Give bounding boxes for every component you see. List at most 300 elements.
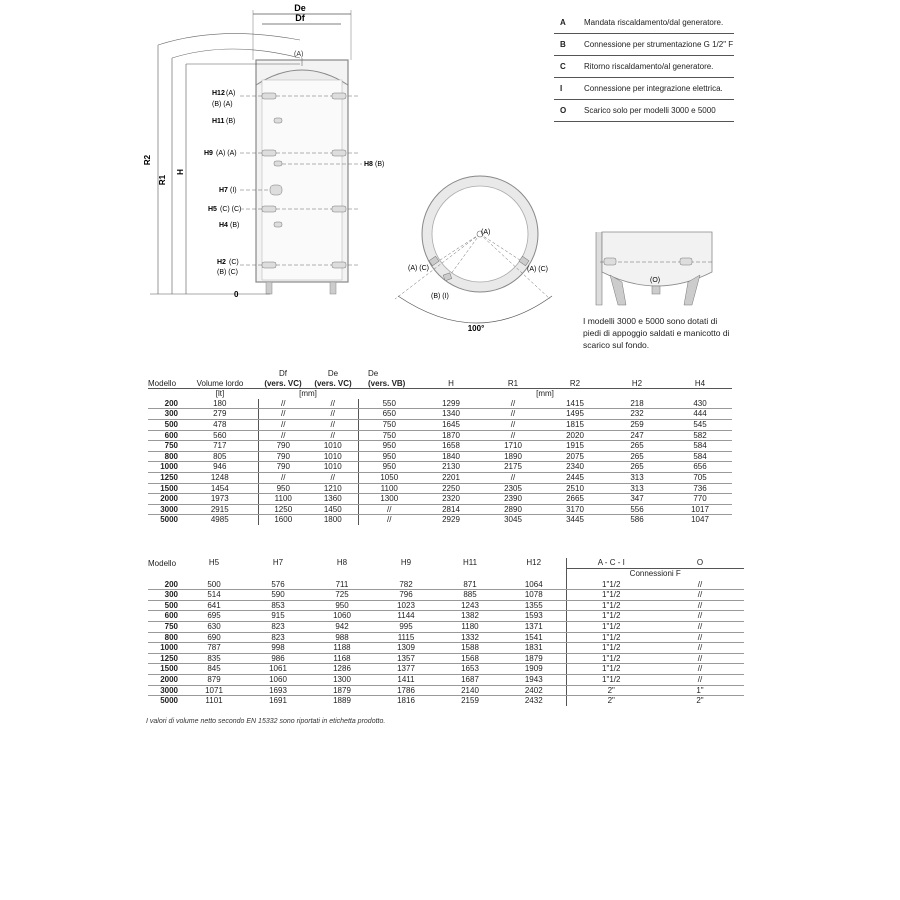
de-vc-name: De	[327, 369, 339, 378]
value-cell: //	[358, 515, 420, 525]
zero-label: 0	[234, 290, 239, 299]
feet-note: I modelli 3000 e 5000 sono dotati di piedi di appoggio saldati e manicotto di scarico sul fondo.	[583, 316, 730, 350]
value-cell: 1"1/2	[566, 590, 656, 601]
value-cell: 750	[358, 430, 420, 441]
h12-conn: (A)	[226, 90, 236, 97]
col2-modello: Modello	[148, 558, 177, 568]
table-row	[148, 674, 744, 685]
value-cell: //	[258, 409, 308, 420]
unit-lt: [lt]	[182, 389, 258, 399]
value-cell: 180	[182, 399, 258, 409]
value-cell: 1870	[420, 430, 482, 441]
col2-h12: H12	[526, 558, 542, 568]
value-cell: 2201	[420, 472, 482, 483]
value-cell: 988	[310, 632, 374, 643]
col-df-vc	[258, 369, 308, 389]
value-cell: 1450	[308, 504, 358, 515]
value-cell: 1"1/2	[566, 653, 656, 664]
h12-code: H12	[212, 90, 225, 97]
connection-legend	[554, 12, 734, 122]
legend-text: Scarico solo per modelli 3000 e 5000	[584, 106, 716, 115]
value-cell: 650	[358, 409, 420, 420]
table-row	[148, 451, 732, 462]
value-cell: 1168	[310, 653, 374, 664]
table-row	[148, 580, 744, 590]
value-cell: //	[656, 600, 744, 611]
a-top-label: (A)	[294, 51, 304, 58]
h11-conn: (B)	[226, 118, 236, 125]
legend-text: Connessione per integrazione elettrica.	[584, 84, 723, 93]
value-cell: 313	[606, 483, 668, 494]
value-cell: 1"1/2	[566, 580, 656, 590]
h4-conn: (B)	[230, 222, 240, 229]
value-cell: 1017	[668, 504, 732, 515]
value-cell: 915	[246, 611, 310, 622]
value-cell: 770	[668, 494, 732, 505]
table-row	[148, 696, 744, 706]
detail-o-label: (O)	[650, 277, 661, 284]
table-row	[148, 611, 744, 622]
value-cell: 845	[182, 664, 246, 675]
value-cell: 1340	[420, 409, 482, 420]
unit-mm: [mm]	[358, 389, 732, 399]
value-cell: 950	[310, 600, 374, 611]
value-cell: 1299	[420, 399, 482, 409]
col-h2: H2	[631, 378, 643, 388]
model-cell: 2000	[148, 494, 182, 505]
value-cell: 871	[438, 580, 502, 590]
h8-conn: (B)	[375, 161, 385, 168]
table-row	[148, 494, 732, 505]
value-cell: 790	[258, 451, 308, 462]
value-cell: 1023	[374, 600, 438, 611]
value-cell: //	[308, 399, 358, 409]
value-cell: //	[358, 504, 420, 515]
value-cell: 1653	[438, 664, 502, 675]
model-cell: 800	[148, 451, 182, 462]
value-cell: 717	[182, 441, 258, 452]
table-row	[148, 419, 732, 430]
value-cell: 478	[182, 419, 258, 430]
col2-h8: H8	[336, 558, 348, 568]
value-cell: 2"	[566, 685, 656, 696]
value-cell: 444	[668, 409, 732, 420]
col2-h9: H9	[400, 558, 412, 568]
value-cell: 695	[182, 611, 246, 622]
value-cell: 1495	[544, 409, 606, 420]
value-cell: 630	[182, 621, 246, 632]
model-cell: 600	[148, 430, 182, 441]
value-cell: 4985	[210, 515, 229, 525]
value-cell: 1078	[502, 590, 566, 601]
col2-h7: H7	[272, 558, 284, 568]
value-cell: 1360	[308, 494, 358, 505]
col-modello: Modello	[148, 378, 177, 388]
value-cell: //	[482, 419, 544, 430]
value-cell: 430	[668, 399, 732, 409]
col-de-vc	[308, 369, 358, 389]
legend-letter: B	[560, 40, 566, 49]
value-cell: 550	[358, 399, 420, 409]
legend-row	[554, 100, 734, 122]
value-cell: 1248	[182, 472, 258, 483]
h8-code: H8	[364, 161, 373, 168]
model-cell: 200	[148, 580, 182, 590]
legend-letter: A	[560, 18, 566, 27]
table-row	[148, 685, 744, 696]
value-cell: 1060	[310, 611, 374, 622]
value-cell: 2"	[566, 696, 656, 706]
col-h: H	[448, 378, 454, 388]
value-cell: 1377	[374, 664, 438, 675]
value-cell: 1890	[482, 451, 544, 462]
value-cell: 586	[630, 515, 644, 525]
h5-code: H5	[208, 206, 217, 213]
value-cell: 1100	[258, 494, 308, 505]
value-cell: 259	[606, 419, 668, 430]
de-vc-sub: (vers. VC)	[314, 378, 352, 388]
value-cell: 656	[668, 462, 732, 473]
value-cell: 1691	[269, 696, 287, 706]
value-cell: 3045	[504, 515, 522, 525]
legend-row	[554, 78, 734, 100]
value-cell: 1332	[438, 632, 502, 643]
value-cell: 2075	[544, 451, 606, 462]
value-cell: 885	[438, 590, 502, 601]
col-de-vb	[358, 369, 420, 389]
value-cell: 2445	[544, 472, 606, 483]
value-cell: //	[482, 472, 544, 483]
h7-code: H7	[219, 187, 228, 194]
value-cell: //	[258, 419, 308, 430]
value-cell: 1687	[438, 674, 502, 685]
col2-o: O	[696, 558, 704, 567]
value-cell: 1909	[502, 664, 566, 675]
model-cell: 1500	[148, 483, 182, 494]
value-cell: 1411	[374, 674, 438, 685]
value-cell: 1"1/2	[566, 611, 656, 622]
value-cell: //	[482, 399, 544, 409]
h11-code: H11	[212, 118, 225, 125]
model-cell: 300	[148, 590, 182, 601]
value-cell: 218	[606, 399, 668, 409]
value-cell: 2175	[482, 462, 544, 473]
value-cell: 1047	[691, 515, 709, 525]
value-cell: 1180	[438, 621, 502, 632]
value-cell: 1300	[358, 494, 420, 505]
table-row	[148, 472, 732, 483]
value-cell: //	[656, 674, 744, 685]
value-cell: 950	[358, 451, 420, 462]
value-cell: 590	[246, 590, 310, 601]
value-cell: 1831	[502, 643, 566, 654]
value-cell: //	[308, 430, 358, 441]
value-cell: 942	[310, 621, 374, 632]
value-cell: 998	[246, 643, 310, 654]
top-view-right: (A) (C)	[527, 266, 548, 273]
table-row	[148, 664, 744, 675]
value-cell: 1889	[333, 696, 351, 706]
value-cell: 584	[668, 441, 732, 452]
value-cell: 1840	[420, 451, 482, 462]
value-cell: 1943	[502, 674, 566, 685]
table-row	[148, 409, 732, 420]
value-cell: 2140	[438, 685, 502, 696]
value-cell: 1693	[246, 685, 310, 696]
value-cell: 823	[246, 632, 310, 643]
legend-text: Mandata riscaldamento/dal generatore.	[584, 18, 724, 27]
value-cell: 584	[668, 451, 732, 462]
value-cell: 2510	[544, 483, 606, 494]
value-cell: 556	[606, 504, 668, 515]
h7-conn: (I)	[230, 187, 237, 194]
h2-conn: (C)	[229, 259, 239, 266]
value-cell: //	[656, 580, 744, 590]
model-cell: 500	[148, 419, 182, 430]
value-cell: 1454	[182, 483, 258, 494]
value-cell: 1800	[323, 515, 342, 525]
value-cell: //	[482, 430, 544, 441]
h9-code: H9	[204, 150, 213, 157]
value-cell: 790	[258, 441, 308, 452]
value-cell: 750	[358, 419, 420, 430]
legend-row	[554, 12, 734, 34]
value-cell: 736	[668, 483, 732, 494]
value-cell: 576	[246, 580, 310, 590]
value-cell: 1115	[374, 632, 438, 643]
value-cell: 3445	[566, 515, 584, 525]
col-r1: R1	[507, 378, 519, 388]
value-cell: 2929	[442, 515, 460, 525]
value-cell: 1286	[310, 664, 374, 675]
value-cell: 1050	[358, 472, 420, 483]
table-row	[148, 430, 732, 441]
value-cell: 2"	[696, 696, 704, 706]
model-cell: 300	[148, 409, 182, 420]
value-cell: 2320	[420, 494, 482, 505]
value-cell: //	[308, 419, 358, 430]
value-cell: 1"1/2	[566, 664, 656, 675]
h2-code: H2	[217, 259, 226, 266]
table-row	[148, 600, 744, 611]
value-cell: 1357	[374, 653, 438, 664]
top-view-center: (A)	[481, 229, 491, 236]
model-cell: 500	[148, 600, 182, 611]
dimensions-table	[148, 369, 732, 525]
value-cell: 1188	[310, 643, 374, 654]
top-view-bottom: (B) (I)	[431, 293, 449, 300]
col-volume: Volume lordo	[196, 378, 244, 388]
table-row	[148, 504, 732, 515]
model-cell: 1250	[148, 472, 182, 483]
unit-mm-vc: [mm]	[258, 389, 358, 399]
value-cell: 1382	[438, 611, 502, 622]
value-cell: 1243	[438, 600, 502, 611]
value-cell: 279	[182, 409, 258, 420]
model-cell: 200	[148, 399, 182, 409]
col2-aci: A - C - I	[566, 558, 656, 568]
value-cell: 823	[246, 621, 310, 632]
value-cell: 545	[668, 419, 732, 430]
value-cell: 1915	[544, 441, 606, 452]
value-cell: 1816	[397, 696, 415, 706]
value-cell: 1"	[656, 685, 744, 696]
value-cell: 3170	[544, 504, 606, 515]
value-cell: 705	[668, 472, 732, 483]
value-cell: 1"1/2	[566, 632, 656, 643]
table-row	[148, 632, 744, 643]
value-cell: 1879	[310, 685, 374, 696]
df-label: Df	[295, 13, 305, 23]
value-cell: 1658	[420, 441, 482, 452]
h12-sub: (B) (A)	[212, 101, 233, 108]
value-cell: 790	[258, 462, 308, 473]
legend-letter: C	[560, 62, 566, 71]
value-cell: 2890	[482, 504, 544, 515]
value-cell: 2250	[420, 483, 482, 494]
value-cell: 2159	[461, 696, 479, 706]
conn-f-label: Connessioni F	[566, 568, 744, 580]
top-view-angle: 100°	[467, 324, 485, 333]
table-row	[148, 462, 732, 473]
value-cell: 950	[358, 441, 420, 452]
value-cell: 2814	[420, 504, 482, 515]
value-cell: 950	[358, 462, 420, 473]
value-cell: 725	[310, 590, 374, 601]
value-cell: 782	[374, 580, 438, 590]
model-cell: 5000	[160, 515, 178, 525]
h5-conn: (C) (C)	[220, 206, 242, 213]
value-cell: 1786	[374, 685, 438, 696]
value-cell: 879	[182, 674, 246, 685]
value-cell: 2390	[482, 494, 544, 505]
value-cell: 641	[182, 600, 246, 611]
model-cell: 600	[148, 611, 182, 622]
tank-base-detail	[590, 225, 720, 310]
value-cell: 1355	[502, 600, 566, 611]
legend-text: Ritorno riscaldamento/al generatore.	[584, 62, 714, 71]
value-cell: 1879	[502, 653, 566, 664]
value-cell: 1645	[420, 419, 482, 430]
value-cell: 1010	[308, 441, 358, 452]
value-cell: 1568	[438, 653, 502, 664]
value-cell: 1064	[502, 580, 566, 590]
value-cell: 232	[606, 409, 668, 420]
value-cell: 1710	[482, 441, 544, 452]
model-cell: 750	[148, 441, 182, 452]
model-cell: 1000	[148, 462, 182, 473]
value-cell: //	[656, 632, 744, 643]
value-cell: 2915	[182, 504, 258, 515]
model-cell: 1250	[148, 653, 182, 664]
value-cell: //	[482, 409, 544, 420]
value-cell: 853	[246, 600, 310, 611]
value-cell: //	[656, 611, 744, 622]
value-cell: 2020	[544, 430, 606, 441]
h7-connection	[219, 185, 282, 195]
value-cell: //	[656, 621, 744, 632]
value-cell: //	[308, 409, 358, 420]
value-cell: //	[656, 590, 744, 601]
r1-label: R1	[158, 174, 167, 186]
table-row	[148, 621, 744, 632]
value-cell: //	[656, 643, 744, 654]
value-cell: 2340	[544, 462, 606, 473]
table-row	[148, 643, 744, 654]
model-cell: 750	[148, 621, 182, 632]
value-cell: 582	[668, 430, 732, 441]
value-cell: 1541	[502, 632, 566, 643]
value-cell: 1144	[374, 611, 438, 622]
h9-conn: (A) (A)	[216, 150, 237, 157]
value-cell: 313	[606, 472, 668, 483]
value-cell: 1010	[308, 451, 358, 462]
table-row	[148, 483, 732, 494]
value-cell: 2402	[502, 685, 566, 696]
table-row	[148, 399, 732, 409]
value-cell: 247	[606, 430, 668, 441]
model-cell: 5000	[160, 696, 178, 706]
df-vc-name: Df	[279, 369, 287, 378]
value-cell: 986	[246, 653, 310, 664]
value-cell: 1"1/2	[566, 674, 656, 685]
value-cell: 835	[182, 653, 246, 664]
value-cell: 2665	[544, 494, 606, 505]
model-cell: 3000	[148, 685, 182, 696]
value-cell: 1371	[502, 621, 566, 632]
value-cell: 1600	[258, 515, 308, 525]
col-r2: R2	[569, 378, 581, 388]
value-cell: 1973	[182, 494, 258, 505]
col2-h5: H5	[208, 558, 220, 568]
model-cell: 1500	[148, 664, 182, 675]
col-h4: H4	[694, 378, 706, 388]
value-cell: //	[258, 399, 308, 409]
value-cell: 1588	[438, 643, 502, 654]
h2-sub: (B) (C)	[217, 269, 238, 276]
value-cell: 2130	[420, 462, 482, 473]
value-cell: 560	[182, 430, 258, 441]
value-cell: 1415	[544, 399, 606, 409]
value-cell: 1100	[358, 483, 420, 494]
value-cell: 787	[182, 643, 246, 654]
value-cell: 946	[182, 462, 258, 473]
legend-letter: O	[560, 106, 567, 115]
model-cell: 800	[148, 632, 182, 643]
tank-top-view	[395, 170, 570, 340]
df-vc-sub: (vers. VC)	[264, 378, 302, 388]
de-label: De	[294, 3, 306, 13]
value-cell: //	[656, 653, 744, 664]
de-vb-sub: (vers. VB)	[368, 378, 406, 388]
value-cell: 2432	[524, 696, 543, 706]
value-cell: 796	[374, 590, 438, 601]
value-cell: 1593	[502, 611, 566, 622]
value-cell: //	[656, 664, 744, 675]
value-cell: 514	[182, 590, 246, 601]
footnote: I valori di volume netto secondo EN 15332 sono riportati in etichetta prodotto.	[146, 718, 386, 725]
value-cell: 1815	[544, 419, 606, 430]
value-cell: 950	[258, 483, 308, 494]
value-cell: 1071	[182, 685, 246, 696]
legend-text: Connessione per strumentazione G 1/2" F	[584, 40, 734, 49]
value-cell: 995	[374, 621, 438, 632]
value-cell: 1250	[258, 504, 308, 515]
model-cell: 3000	[148, 504, 182, 515]
model-cell: 2000	[148, 674, 182, 685]
value-cell: 1309	[374, 643, 438, 654]
value-cell: 500	[182, 580, 246, 590]
